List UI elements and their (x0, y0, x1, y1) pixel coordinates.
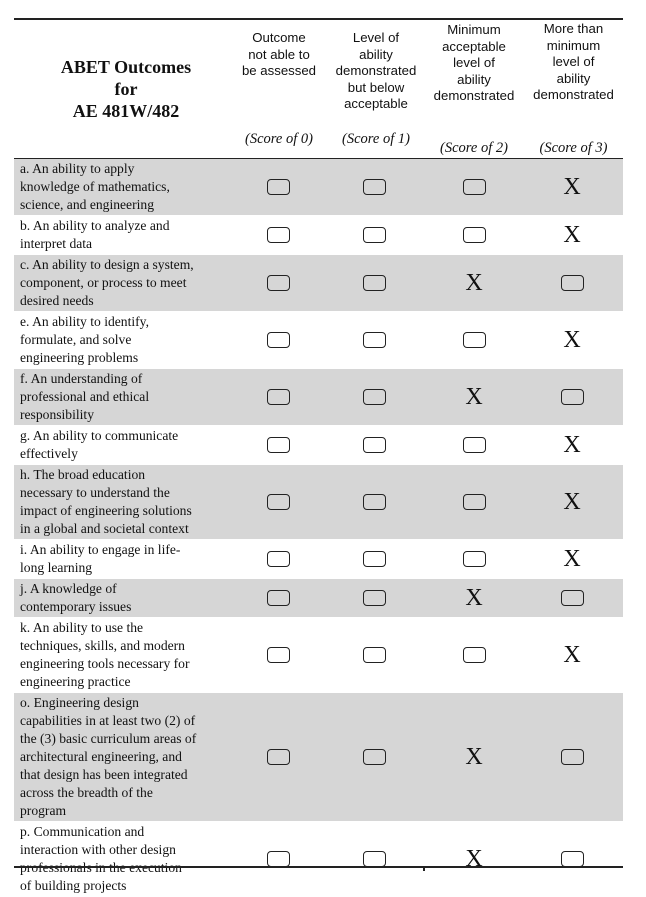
selected-x-mark[interactable]: X (563, 327, 581, 353)
outcome-text-line: program (20, 803, 67, 818)
selected-x-mark[interactable]: X (563, 642, 581, 668)
score-cell-2 (434, 216, 514, 254)
score-cell-0 (238, 216, 318, 254)
outcome-description (20, 694, 234, 820)
score-cell-1 (334, 312, 414, 368)
score-cell-1 (334, 693, 414, 821)
outcome-text-line: desired needs (20, 293, 94, 308)
empty-checkbox[interactable] (463, 227, 486, 243)
empty-checkbox[interactable] (267, 551, 290, 567)
score-cell-3 (532, 693, 612, 821)
outcome-text-line: a. An ability to apply (20, 161, 135, 176)
score-cell-1 (334, 822, 414, 896)
title-line: AE 481W/482 (72, 101, 180, 121)
empty-checkbox[interactable] (463, 332, 486, 348)
empty-checkbox[interactable] (561, 275, 584, 291)
outcome-text-line: in a global and societal context (20, 521, 189, 536)
outcome-text-line: b. An ability to analyze and (20, 218, 170, 233)
empty-checkbox[interactable] (267, 332, 290, 348)
outcome-text-line: i. An ability to engage in life- (20, 542, 181, 557)
empty-checkbox[interactable] (267, 851, 290, 867)
table-row (14, 822, 623, 897)
score-cell-2 (434, 159, 514, 215)
outcome-text-line: effectively (20, 446, 78, 461)
outcome-text-line: long learning (20, 560, 93, 575)
outcome-description (20, 217, 234, 253)
score-cell-1 (334, 216, 414, 254)
outcome-text-line: capabilities in at least two (2) of (20, 713, 196, 728)
score-cell-3 (532, 159, 612, 215)
column-header-line: not able to (248, 46, 310, 62)
score-cell-1 (334, 540, 414, 578)
empty-checkbox[interactable] (267, 275, 290, 291)
empty-checkbox[interactable] (363, 332, 386, 348)
score-cell-3 (532, 465, 612, 539)
empty-checkbox[interactable] (561, 749, 584, 765)
column-header-line: demonstrated (433, 88, 515, 103)
column-header-line: Minimum (447, 22, 501, 37)
column-header-score-2 (432, 20, 516, 160)
score-cell-2 (434, 369, 514, 425)
selected-x-mark[interactable]: X (465, 270, 483, 296)
score-cell-3 (532, 822, 612, 896)
empty-checkbox[interactable] (363, 749, 386, 765)
table-row (14, 579, 623, 618)
outcome-text-line: e. An ability to identify, (20, 314, 149, 329)
column-header-line: Outcome (252, 30, 306, 45)
outcome-text-line: impact of engineering solutions (20, 503, 192, 518)
empty-checkbox[interactable] (363, 494, 386, 510)
empty-checkbox[interactable] (267, 227, 290, 243)
column-header-line: acceptable (442, 38, 506, 54)
outcome-text-line: that design has been integrated (20, 767, 188, 782)
score-cell-2 (434, 693, 514, 821)
empty-checkbox[interactable] (267, 590, 290, 606)
title-line: for (114, 79, 138, 99)
empty-checkbox[interactable] (363, 389, 386, 405)
table-row (14, 159, 623, 216)
selected-x-mark[interactable]: X (563, 546, 581, 572)
outcome-text-line: responsibility (20, 407, 95, 422)
score-cell-2 (434, 465, 514, 539)
score-cell-3 (532, 540, 612, 578)
column-header-line: acceptable (344, 96, 408, 111)
score-cell-3 (532, 312, 612, 368)
outcome-rows (14, 159, 623, 897)
outcome-text-line: techniques, skills, and modern (20, 638, 185, 653)
selected-x-mark[interactable]: X (465, 846, 483, 872)
empty-checkbox[interactable] (463, 494, 486, 510)
outcome-text-line: across the breadth of the (20, 785, 153, 800)
outcome-description (20, 466, 234, 538)
selected-x-mark[interactable]: X (465, 744, 483, 770)
outcome-text-line: f. An understanding of (20, 371, 143, 386)
outcome-text-line: c. An ability to design a system, (20, 257, 194, 272)
score-cell-0 (238, 618, 318, 692)
column-header-line: ability (359, 46, 393, 62)
score-cell-1 (334, 369, 414, 425)
outcome-text-line: necessary to understand the (20, 485, 170, 500)
outcome-description (20, 823, 234, 895)
empty-checkbox[interactable] (561, 590, 584, 606)
score-label: (Score of 2) (440, 140, 508, 156)
column-header-line: be assessed (241, 63, 317, 78)
column-header-line: demonstrated (533, 87, 614, 102)
table-row (14, 369, 623, 426)
empty-checkbox[interactable] (463, 437, 486, 453)
column-header-line: More than (543, 21, 604, 36)
column-header-line: ability (457, 71, 491, 87)
table-row (14, 618, 623, 693)
empty-checkbox[interactable] (267, 749, 290, 765)
empty-checkbox[interactable] (561, 851, 584, 867)
table-row (14, 426, 623, 465)
outcome-text-line: formulate, and solve (20, 332, 132, 347)
outcome-description (20, 160, 234, 214)
selected-x-mark[interactable]: X (563, 489, 581, 515)
table-row (14, 540, 623, 579)
outcome-description (20, 256, 234, 310)
outcome-text-line: h. The broad education (20, 467, 146, 482)
column-header-score-3 (529, 20, 618, 159)
column-header-line: but below (347, 79, 405, 95)
empty-checkbox[interactable] (463, 647, 486, 663)
abet-assessment-table (14, 18, 623, 897)
score-cell-3 (532, 426, 612, 464)
outcome-text-line: knowledge of mathematics, (20, 179, 170, 194)
outcome-description (20, 619, 234, 691)
outcome-text-line: component, or process to meet (20, 275, 187, 290)
selected-x-mark[interactable]: X (563, 222, 581, 248)
score-cell-0 (238, 693, 318, 821)
score-cell-0 (238, 312, 318, 368)
score-cell-2 (434, 426, 514, 464)
outcome-description (20, 427, 234, 463)
empty-checkbox[interactable] (363, 647, 386, 663)
score-cell-1 (334, 159, 414, 215)
score-cell-0 (238, 579, 318, 617)
empty-checkbox[interactable] (363, 179, 386, 195)
outcome-text-line: g. An ability to communicate (20, 428, 179, 443)
outcome-text-line: professionals in the execution (20, 860, 182, 875)
score-cell-2 (434, 618, 514, 692)
column-header-line: demonstrated (335, 63, 417, 78)
score-cell-1 (334, 426, 414, 464)
score-cell-2 (434, 312, 514, 368)
selected-x-mark[interactable]: X (465, 585, 483, 611)
outcome-text-line: engineering tools necessary for (20, 656, 190, 671)
empty-checkbox[interactable] (363, 590, 386, 606)
table-title (14, 20, 238, 158)
empty-checkbox[interactable] (363, 227, 386, 243)
outcome-text-line: o. Engineering design (20, 695, 139, 710)
column-header-score-1 (333, 20, 419, 168)
score-cell-3 (532, 255, 612, 311)
selected-x-mark[interactable]: X (563, 432, 581, 458)
empty-checkbox[interactable] (363, 551, 386, 567)
empty-checkbox[interactable] (363, 851, 386, 867)
outcome-text-line: engineering problems (20, 350, 139, 365)
outcome-text-line: k. An ability to use the (20, 620, 144, 635)
score-cell-2 (434, 822, 514, 896)
score-cell-0 (238, 255, 318, 311)
table-bottom-rule (14, 866, 623, 868)
outcome-text-line: j. A knowledge of (20, 581, 117, 596)
outcome-description (20, 541, 234, 577)
empty-checkbox[interactable] (267, 389, 290, 405)
table-row (14, 255, 623, 312)
score-cell-3 (532, 369, 612, 425)
table-row (14, 693, 623, 822)
outcome-text-line: engineering practice (20, 674, 131, 689)
empty-checkbox[interactable] (463, 551, 486, 567)
column-header-line: level of (552, 54, 595, 69)
score-cell-0 (238, 540, 318, 578)
outcome-text-line: interaction with other design (20, 842, 176, 857)
table-row (14, 216, 623, 255)
score-cell-1 (334, 465, 414, 539)
outcome-text-line: science, and engineering (20, 197, 154, 212)
column-header-line: ability (556, 70, 591, 86)
score-cell-0 (238, 159, 318, 215)
score-cell-2 (434, 255, 514, 311)
score-cell-1 (334, 255, 414, 311)
score-cell-0 (238, 822, 318, 896)
column-header-line: minimum (546, 37, 601, 53)
score-cell-3 (532, 618, 612, 692)
outcome-text-line: p. Communication and (20, 824, 145, 839)
empty-checkbox[interactable] (267, 179, 290, 195)
empty-checkbox[interactable] (363, 275, 386, 291)
empty-checkbox[interactable] (463, 179, 486, 195)
score-cell-3 (532, 216, 612, 254)
outcome-text-line: of building projects (20, 878, 127, 893)
score-cell-0 (238, 369, 318, 425)
score-cell-2 (434, 579, 514, 617)
table-header (14, 18, 623, 159)
column-header-line: Level of (352, 30, 400, 45)
score-label: (Score of 3) (539, 140, 608, 156)
score-cell-0 (238, 465, 318, 539)
empty-checkbox[interactable] (561, 389, 584, 405)
outcome-text-line: professional and ethical (20, 389, 150, 404)
table-row (14, 312, 623, 369)
column-header-line: level of (453, 55, 495, 70)
outcome-text-line: contemporary issues (20, 599, 132, 614)
selected-x-mark[interactable]: X (465, 384, 483, 410)
score-cell-1 (334, 579, 414, 617)
score-cell-1 (334, 618, 414, 692)
column-header-score-0 (238, 20, 320, 168)
score-cell-0 (238, 426, 318, 464)
score-label: (Score of 1) (342, 131, 410, 147)
table-row (14, 465, 623, 540)
empty-checkbox[interactable] (267, 437, 290, 453)
title-line: ABET Outcomes (60, 57, 192, 77)
score-label: (Score of 0) (245, 131, 313, 147)
outcome-text-line: the (3) basic curriculum areas of (20, 731, 197, 746)
empty-checkbox[interactable] (267, 647, 290, 663)
score-cell-3 (532, 579, 612, 617)
selected-x-mark[interactable]: X (563, 174, 581, 200)
outcome-text-line: architectural engineering, and (20, 749, 182, 764)
empty-checkbox[interactable] (267, 494, 290, 510)
outcome-description (20, 580, 234, 616)
outcome-text-line: interpret data (20, 236, 93, 251)
score-cell-2 (434, 540, 514, 578)
outcome-description (20, 370, 234, 424)
table-bottom-tick (423, 867, 425, 871)
empty-checkbox[interactable] (363, 437, 386, 453)
outcome-description (20, 313, 234, 367)
